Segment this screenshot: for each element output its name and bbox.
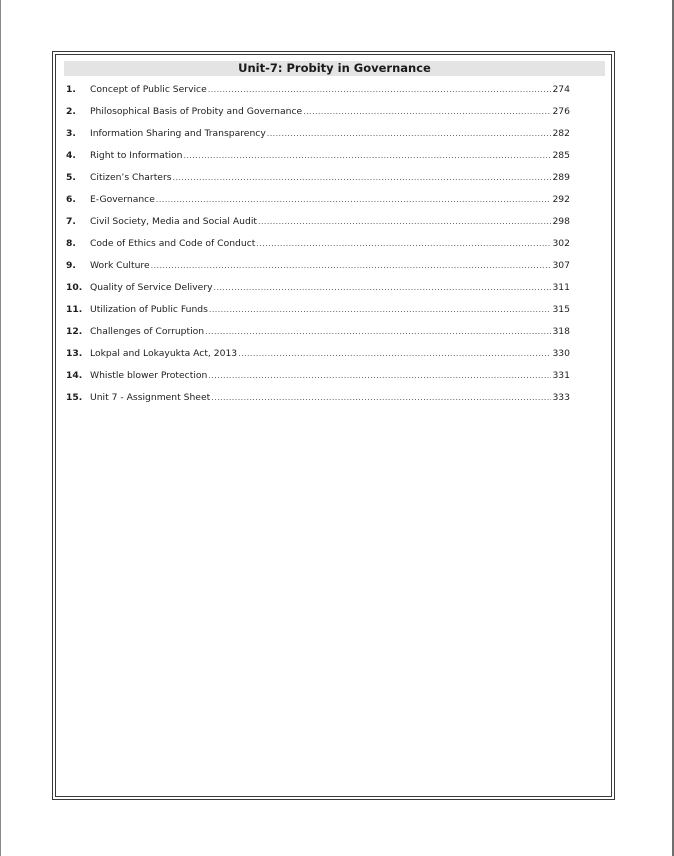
toc-entry-number: 13.: [66, 348, 83, 359]
toc-entry-page: 307: [552, 260, 570, 271]
toc-entry-title[interactable]: Code of Ethics and Code of Conduct: [90, 238, 256, 249]
toc-entry-title[interactable]: Utilization of Public Funds: [90, 304, 208, 315]
toc-dot-leader: [156, 195, 552, 204]
toc-dot-leader: [211, 393, 551, 402]
toc-entry-number: 2.: [66, 106, 76, 117]
toc-entry[interactable]: [66, 304, 570, 326]
toc-entry[interactable]: [66, 282, 570, 304]
toc-dot-leader: [303, 107, 551, 116]
toc-entry[interactable]: [66, 194, 570, 216]
toc-entry-title[interactable]: Quality of Service Delivery: [90, 282, 213, 293]
toc-entry-title[interactable]: Civil Society, Media and Social Audit: [90, 216, 257, 227]
viewer-left-edge: [0, 0, 1, 856]
toc-entry-number: 9.: [66, 260, 76, 271]
toc-dot-leader: [151, 261, 552, 270]
unit-title: Unit-7: Probity in Governance: [64, 61, 605, 76]
toc-entry[interactable]: [66, 260, 570, 282]
toc-entry-number: 12.: [66, 326, 83, 337]
toc-entry-page: 333: [552, 392, 570, 403]
toc-entry-title[interactable]: Right to Information: [90, 150, 183, 161]
toc-entry-title[interactable]: Work Culture: [90, 260, 150, 271]
toc-entry[interactable]: [66, 326, 570, 348]
toc-entry-title[interactable]: Citizen’s Charters: [90, 172, 172, 183]
toc-entry[interactable]: [66, 150, 570, 172]
toc-entry-page: 274: [552, 84, 570, 95]
toc-entry-page: 330: [552, 348, 570, 359]
toc-entry-page: 311: [552, 282, 570, 293]
toc-entry-title[interactable]: Unit 7 - Assignment Sheet: [90, 392, 211, 403]
toc-entry[interactable]: [66, 84, 570, 106]
toc-dot-leader: [208, 371, 551, 380]
toc-dot-leader: [267, 129, 552, 138]
toc-entry[interactable]: [66, 370, 570, 392]
toc-entry-page: 298: [552, 216, 570, 227]
toc-dot-leader: [209, 305, 552, 314]
toc-entry-number: 6.: [66, 194, 76, 205]
toc-entry-page: 282: [552, 128, 570, 139]
toc-entry-title[interactable]: Lokpal and Lokayukta Act, 2013: [90, 348, 238, 359]
toc-entry-title[interactable]: Concept of Public Service: [90, 84, 207, 95]
toc-entry-number: 14.: [66, 370, 83, 381]
toc-entry-title[interactable]: Information Sharing and Transparency: [90, 128, 266, 139]
toc-entry-number: 11.: [66, 304, 83, 315]
toc-entry-title[interactable]: Philosophical Basis of Probity and Governance: [90, 106, 303, 117]
toc-entry[interactable]: [66, 216, 570, 238]
toc-dot-leader: [205, 327, 551, 336]
toc-entry-page: 331: [552, 370, 570, 381]
toc-dot-leader: [256, 239, 551, 248]
toc-entry-number: 4.: [66, 150, 76, 161]
document-page: [55, 54, 612, 797]
toc-dot-leader: [214, 283, 552, 292]
toc-entry-number: 1.: [66, 84, 76, 95]
toc-entry-number: 15.: [66, 392, 83, 403]
toc-entry-number: 7.: [66, 216, 76, 227]
toc-entry-title[interactable]: Challenges of Corruption: [90, 326, 205, 337]
toc-entry-number: 10.: [66, 282, 83, 293]
toc-entry-page: 292: [552, 194, 570, 205]
toc-entry[interactable]: [66, 106, 570, 128]
toc-dot-leader: [258, 217, 551, 226]
toc-entry-page: 285: [552, 150, 570, 161]
table-of-contents: [66, 84, 570, 414]
toc-entry-page: 318: [552, 326, 570, 337]
toc-entry[interactable]: [66, 348, 570, 370]
toc-entry[interactable]: [66, 392, 570, 414]
toc-entry[interactable]: [66, 238, 570, 260]
toc-entry[interactable]: [66, 128, 570, 150]
toc-dot-leader: [183, 151, 551, 160]
toc-entry-page: 315: [552, 304, 570, 315]
toc-entry-page: 289: [552, 172, 570, 183]
toc-entry[interactable]: [66, 172, 570, 194]
toc-dot-leader: [173, 173, 552, 182]
toc-entry-title[interactable]: Whistle blower Protection: [90, 370, 208, 381]
toc-entry-page: 302: [552, 238, 570, 249]
toc-entry-page: 276: [552, 106, 570, 117]
toc-dot-leader: [208, 85, 552, 94]
toc-dot-leader: [238, 349, 551, 358]
toc-entry-number: 3.: [66, 128, 76, 139]
toc-entry-number: 5.: [66, 172, 76, 183]
toc-entry-title[interactable]: E-Governance: [90, 194, 155, 205]
toc-entry-number: 8.: [66, 238, 76, 249]
